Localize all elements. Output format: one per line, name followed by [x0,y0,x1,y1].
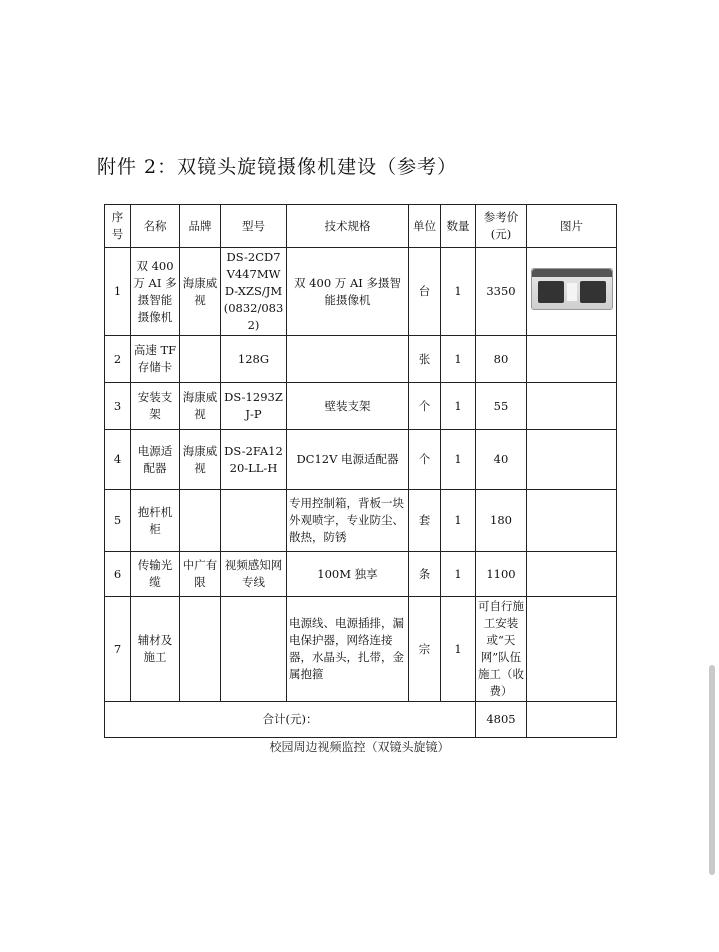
cell-name: 传输光缆 [131,552,180,597]
cell-unit: 套 [409,490,441,552]
cell-name: 辅材及施工 [131,597,180,702]
cell-name: 高速 TF 存储卡 [131,336,180,383]
cell-image [527,597,617,702]
cell-image [527,383,617,430]
cell-name: 安装支架 [131,383,180,430]
cell-qty: 1 [441,597,476,702]
total-label: 合计(元)： [105,702,476,738]
cell-spec: 双 400 万 AI 多摄智能摄像机 [287,248,409,336]
cell-spec [287,336,409,383]
cell-name: 双 400 万 AI 多摄智能摄像机 [131,248,180,336]
cell-model [221,597,287,702]
cell-unit: 条 [409,552,441,597]
cell-image [527,702,617,738]
cell-seq: 4 [105,430,131,490]
cell-model: 视频感知网专线 [221,552,287,597]
image-caption: 校园周边视频监控（双镜头旋镜） [269,740,450,754]
cell-spec: 100M 独享 [287,552,409,597]
header-qty: 数量 [441,205,476,248]
header-model: 型号 [221,205,287,248]
header-spec: 技术规格 [287,205,409,248]
cell-qty: 1 [441,248,476,336]
cell-brand [180,336,221,383]
header-price: 参考价(元) [476,205,527,248]
cell-spec: 壁装支架 [287,383,409,430]
cell-price: 可自行施工安装或“天网”队伍施工（收费） [476,597,527,702]
cell-price: 80 [476,336,527,383]
cell-seq: 2 [105,336,131,383]
table-row [105,248,617,336]
cell-spec: 电源线、电源插排，漏电保护器，网络连接器，水晶头，扎带，金属抱箍 [287,597,409,702]
cell-unit: 个 [409,383,441,430]
cell-brand: 中广有限 [180,552,221,597]
table-row [105,490,617,552]
table-row [105,336,617,383]
cell-image [527,490,617,552]
cell-brand: 海康威视 [180,248,221,336]
cell-qty: 1 [441,383,476,430]
cell-price: 40 [476,430,527,490]
cell-qty: 1 [441,430,476,490]
table-row [105,430,617,490]
cell-name: 电源适配器 [131,430,180,490]
cell-model: 128G [221,336,287,383]
cell-model: DS-2CD7V447MWD-XZS/JM(0832/0832) [221,248,287,336]
cell-model [221,490,287,552]
cell-price: 3350 [476,248,527,336]
cell-unit: 台 [409,248,441,336]
cell-brand: 海康威视 [180,430,221,490]
cell-image [527,336,617,383]
cell-unit: 宗 [409,597,441,702]
page-title: 附件 2：双镜头旋镜摄像机建设（参考） [97,156,458,178]
cell-qty: 1 [441,490,476,552]
header-seq: 序号 [105,205,131,248]
table-row [105,552,617,597]
header-image: 图片 [527,205,617,248]
cell-image [527,552,617,597]
cell-qty: 1 [441,336,476,383]
header-name: 名称 [131,205,180,248]
header-unit: 单位 [409,205,441,248]
cell-image [527,248,617,336]
cell-brand [180,490,221,552]
cell-unit: 个 [409,430,441,490]
table-header-row [105,205,617,248]
cell-seq: 7 [105,597,131,702]
cell-image [527,430,617,490]
total-row [105,702,617,738]
cell-price: 1100 [476,552,527,597]
header-brand: 品牌 [180,205,221,248]
cell-price: 180 [476,490,527,552]
cell-unit: 张 [409,336,441,383]
cell-name: 抱杆机柜 [131,490,180,552]
cell-model: DS-2FA1220-LL-H [221,430,287,490]
spec-table [104,204,617,738]
scrollbar[interactable] [709,665,715,875]
dual-lens-camera-icon [531,268,613,310]
cell-spec: DC12V 电源适配器 [287,430,409,490]
cell-seq: 3 [105,383,131,430]
table-row [105,383,617,430]
total-value: 4805 [476,702,527,738]
cell-seq: 1 [105,248,131,336]
cell-price: 55 [476,383,527,430]
cell-seq: 6 [105,552,131,597]
cell-spec: 专用控制箱，背板一块外观喷字，专业防尘、散热，防锈 [287,490,409,552]
cell-brand: 海康威视 [180,383,221,430]
cell-model: DS-1293ZJ-P [221,383,287,430]
table-row [105,597,617,702]
cell-qty: 1 [441,552,476,597]
cell-brand [180,597,221,702]
cell-seq: 5 [105,490,131,552]
